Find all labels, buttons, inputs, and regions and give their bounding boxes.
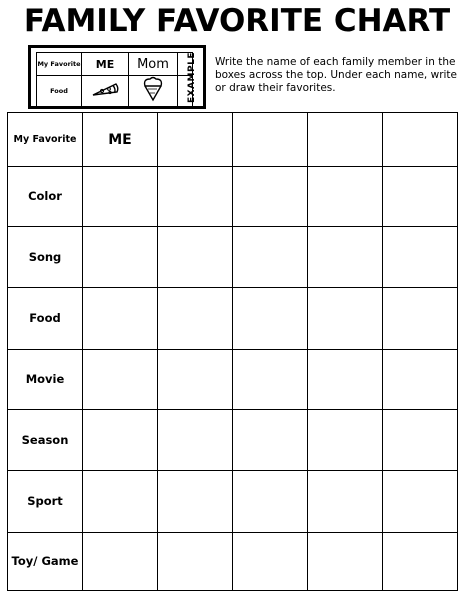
- example-header-label: My Favorite: [37, 53, 82, 76]
- chart-row-sport: [8, 471, 458, 533]
- answer-cell[interactable]: [383, 167, 458, 227]
- row-label-movie: Movie: [8, 350, 83, 410]
- answer-cell[interactable]: [233, 167, 308, 227]
- example-name-mom: Mom: [129, 53, 178, 76]
- answer-cell[interactable]: [233, 533, 308, 591]
- answer-cell[interactable]: [158, 227, 233, 288]
- example-pizza-cell: [82, 76, 129, 107]
- answer-cell[interactable]: [308, 227, 383, 288]
- name-cell[interactable]: [233, 113, 308, 167]
- chart-header-row: [8, 113, 458, 167]
- example-icecream-cell: [129, 76, 178, 107]
- answer-cell[interactable]: [233, 288, 308, 350]
- answer-cell[interactable]: [83, 471, 158, 533]
- favorites-chart: [7, 112, 458, 591]
- answer-cell[interactable]: [83, 227, 158, 288]
- answer-cell[interactable]: [308, 167, 383, 227]
- answer-cell[interactable]: [308, 471, 383, 533]
- row-label-color: Color: [8, 167, 83, 227]
- page-title: FAMILY FAVORITE CHART: [23, 3, 451, 39]
- row-label-sport: Sport: [8, 471, 83, 533]
- pizza-slice-icon: [90, 80, 120, 98]
- ice-cream-cone-icon: [138, 76, 168, 102]
- row-label-toy-game: Toy/ Game: [8, 533, 83, 591]
- answer-cell[interactable]: [383, 288, 458, 350]
- answer-cell[interactable]: [158, 533, 233, 591]
- answer-cell[interactable]: [158, 471, 233, 533]
- answer-cell[interactable]: [158, 350, 233, 410]
- name-cell[interactable]: [308, 113, 383, 167]
- chart-row-song: [8, 227, 458, 288]
- answer-cell[interactable]: [233, 410, 308, 471]
- example-table: [36, 52, 193, 107]
- instructions-text: Write the name of each family member in the boxes across the top. Under each name, write or draw their favorites.: [215, 56, 458, 94]
- answer-cell[interactable]: [383, 227, 458, 288]
- answer-cell[interactable]: [158, 410, 233, 471]
- answer-cell[interactable]: [83, 167, 158, 227]
- example-row-label: Food: [37, 76, 82, 107]
- chart-row-toy-game: [8, 533, 458, 591]
- answer-cell[interactable]: [83, 410, 158, 471]
- answer-cell[interactable]: [308, 288, 383, 350]
- row-label-song: Song: [8, 227, 83, 288]
- name-cell-me[interactable]: ME: [83, 113, 158, 167]
- example-name-me: ME: [82, 53, 129, 76]
- answer-cell[interactable]: [233, 471, 308, 533]
- answer-cell[interactable]: [83, 350, 158, 410]
- answer-cell[interactable]: [383, 350, 458, 410]
- answer-cell[interactable]: [233, 350, 308, 410]
- answer-cell[interactable]: [308, 410, 383, 471]
- name-cell[interactable]: [158, 113, 233, 167]
- answer-cell[interactable]: [83, 288, 158, 350]
- chart-row-movie: [8, 350, 458, 410]
- answer-cell[interactable]: [383, 533, 458, 591]
- answer-cell[interactable]: [383, 471, 458, 533]
- answer-cell[interactable]: [308, 533, 383, 591]
- answer-cell[interactable]: [308, 350, 383, 410]
- chart-row-season: [8, 410, 458, 471]
- chart-header-label: My Favorite: [8, 113, 83, 167]
- answer-cell[interactable]: [158, 167, 233, 227]
- chart-row-color: [8, 167, 458, 227]
- answer-cell[interactable]: [383, 410, 458, 471]
- answer-cell[interactable]: [158, 288, 233, 350]
- answer-cell[interactable]: [83, 533, 158, 591]
- example-box: [28, 45, 206, 109]
- row-label-season: Season: [8, 410, 83, 471]
- name-cell[interactable]: [383, 113, 458, 167]
- answer-cell[interactable]: [233, 227, 308, 288]
- example-label: EXAMPLE: [187, 52, 197, 104]
- chart-row-food: [8, 288, 458, 350]
- row-label-food: Food: [8, 288, 83, 350]
